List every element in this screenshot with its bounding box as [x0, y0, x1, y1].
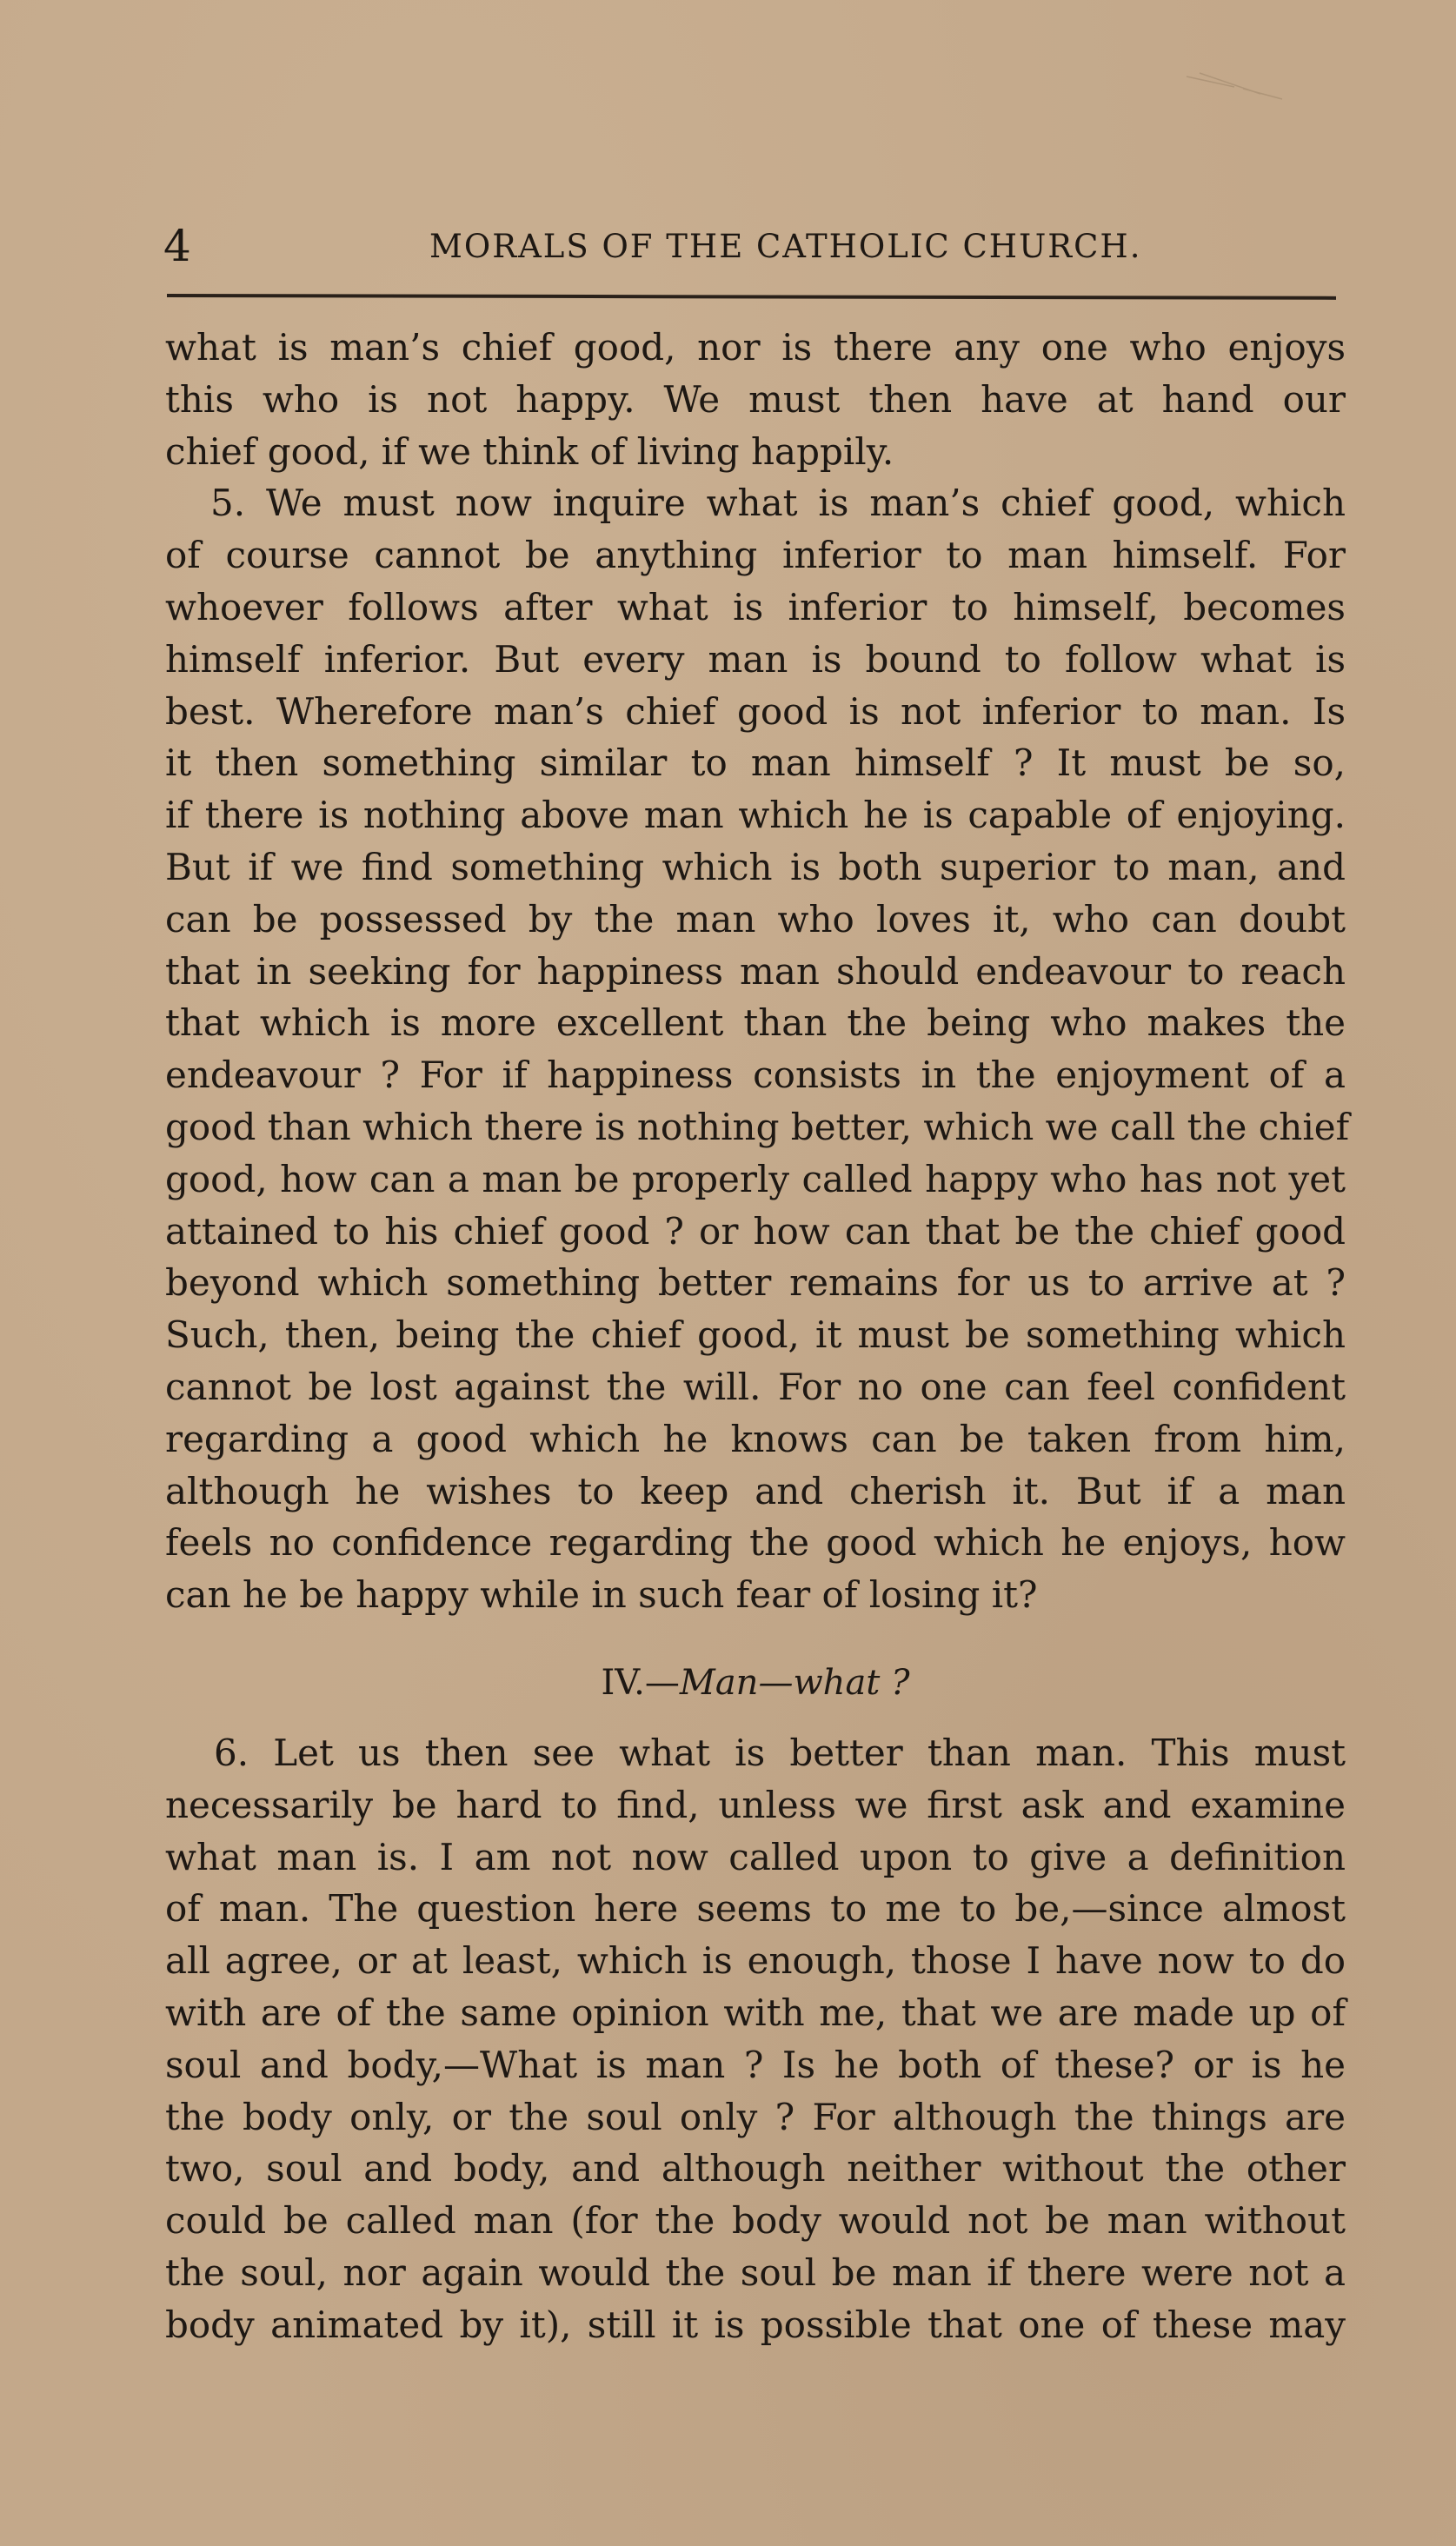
text-line: attained to his chief good ? or how can that be the chief good: [165, 1209, 1346, 1253]
text-line: could be called man (for the body would not be man without: [165, 2199, 1346, 2243]
text-line: if there is nothing above man which he is capable of enjoying.: [165, 794, 1346, 837]
running-title: MORALS OF THE CATHOLIC CHURCH.: [429, 228, 1142, 265]
page-number: 4: [163, 221, 191, 271]
text-line: of man. The question here seems to me to be,—since almost: [165, 1887, 1346, 1931]
text-line: body animated by it), still it is possible that one of these may: [165, 2303, 1346, 2346]
text-line: good, how can a man be properly called happy who has not yet: [165, 1157, 1346, 1200]
text-line: the soul, nor again would the soul be man if there were not a: [165, 2250, 1346, 2294]
section-numeral: IV.—: [601, 1662, 680, 1703]
text-line: 6. Let us then see what is better than man. This must: [214, 1731, 1346, 1774]
text-line: can be possessed by the man who loves it, who can doubt: [165, 897, 1346, 941]
text-line: cannot be lost against the will. For no one can feel confident: [165, 1365, 1346, 1408]
text-line: 5. We must now inquire what is man’s chief good, which: [210, 482, 1346, 525]
text-line: best. Wherefore man’s chief good is not inferior to man. Is: [165, 689, 1346, 733]
text-line: that in seeking for happiness man should endeavour to reach: [165, 949, 1346, 993]
text-line: regarding a good which he knows can be taken from him,: [165, 1417, 1346, 1460]
text-line: But if we find something which is both superior to man, and: [165, 845, 1346, 888]
body-text: [165, 322, 1350, 2350]
text-line: of course cannot be anything inferior to man himself. For: [165, 534, 1346, 577]
section-heading: [165, 1621, 1346, 1727]
paragraph-6: [165, 1727, 1346, 2351]
text-line: good than which there is nothing better, which we call the chief: [165, 1105, 1350, 1148]
header-rule: [167, 294, 1336, 300]
section-title: Man—what ?: [679, 1662, 910, 1703]
text-line: with are of the same opinion with me, that we are made up of: [165, 1991, 1346, 2034]
text-line: necessarily be hard to find, unless we first ask and examine: [165, 1783, 1346, 1826]
text-line: this who is not happy. We must then have at hand our: [165, 377, 1346, 421]
text-line: although he wishes to keep and cherish it. But if a man: [165, 1469, 1346, 1512]
text-line: two, soul and body, and although neither without the other: [165, 2147, 1346, 2190]
text-line: can he be happy while in such fear of losing it?: [165, 1573, 1038, 1617]
paragraph-continued: [165, 322, 1346, 477]
text-line: what man is. I am not now called upon to give a definition: [165, 1835, 1346, 1878]
text-line: whoever follows after what is inferior to himself, becomes: [165, 585, 1346, 628]
text-line: all agree, or at least, which is enough, those I have now to do: [165, 1939, 1346, 1983]
paragraph-5: [165, 477, 1350, 1621]
text-line: Such, then, being the chief good, it must be something which: [165, 1313, 1346, 1357]
text-line: that which is more excellent than the being who makes the: [165, 1001, 1346, 1045]
text-line: beyond which something better remains for us to arrive at ?: [165, 1261, 1346, 1305]
paper-blemish: [1182, 70, 1286, 104]
text-line: soul and body,—What is man ? Is he both of these? or is he: [165, 2043, 1346, 2086]
text-line: endeavour ? For if happiness consists in the enjoyment of a: [165, 1054, 1346, 1097]
text-line: feels no confidence regarding the good which he enjoys, how: [165, 1521, 1346, 1565]
text-line: what is man’s chief good, nor is there any one who enjoys: [165, 326, 1346, 369]
text-line: the body only, or the soul only ? For although the things are: [165, 2095, 1346, 2138]
text-line: himself inferior. But every man is bound to follow what is: [165, 637, 1346, 681]
text-line: it then something similar to man himself ? It must be so,: [165, 741, 1346, 785]
text-line: chief good, if we think of living happily.: [165, 429, 894, 473]
running-head: [163, 216, 1335, 276]
